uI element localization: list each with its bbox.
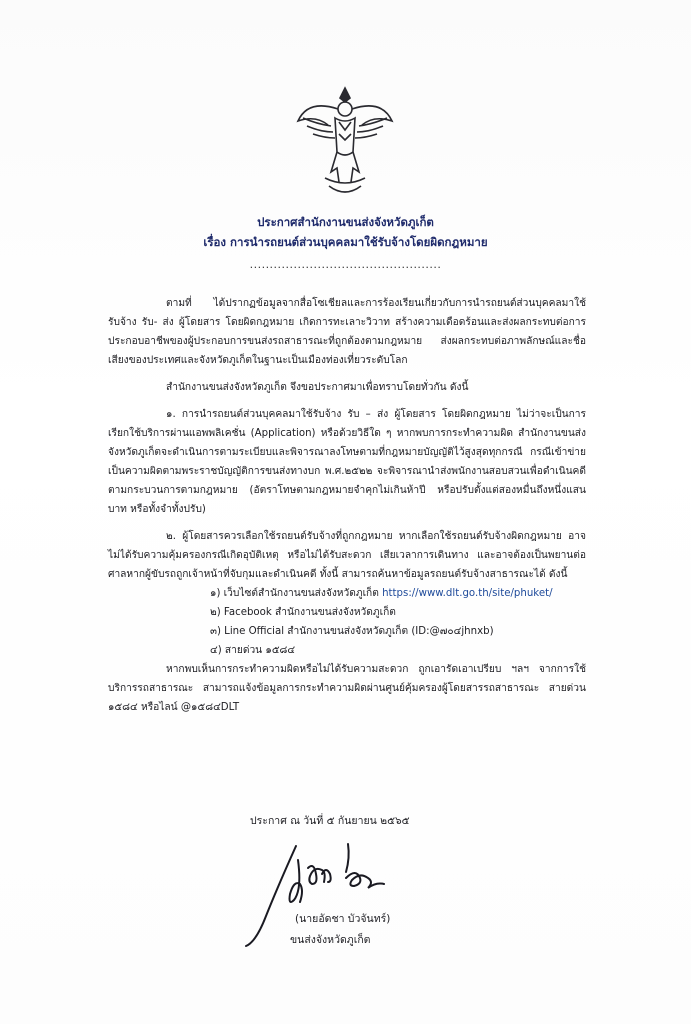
announcement-title: ประกาศสำนักงานขนส่งจังหวัดภูเก็ต [257, 215, 434, 229]
item-2: ๒. ผู้โดยสารควรเลือกใช้รถยนต์รับจ้างที่ถูกกฎหมาย หากเลือกใช้รถยนต์รับจ้างผิดกฎหมาย อาจไม่ได้รับความคุ้มครองกรณีเกิดอุบัติเหตุ หรือไม่ได้รับสะดวก เสียเวลาการเดินทาง และอาจต้องเป็นพยานต่อศาลหากผู้ขับรถถูกเจ้าหน้าที่จับกุมและดำเนินคดี ทั้งนี้ สามารถค้นหาข้อมูลรถยนต์รับจ้างสาธารณะได้ ดังนี้ [108, 531, 586, 580]
website-link[interactable]: https://www.dlt.go.th/site/phuket/ [382, 588, 553, 599]
header [0, 212, 691, 271]
list-item: ๒) Facebook สำนักงานขนส่งจังหวัดภูเก็ต [210, 607, 396, 618]
intro-paragraph: ตามที่ ได้ปรากฏข้อมูลจากสื่อโซเชียลและการร้องเรียนเกี่ยวกับการนำรถยนต์ส่วนบุคคลมาใช้รับจ้าง รับ- ส่ง ผู้โดยสาร โดยผิดกฎหมาย เกิดการทะเลาะวิวาท สร้างความเดือดร้อนและส่งผลกระทบต่อการประกอบอาชีพของผู้ประกอบการขนส่งรถสาธารณะที่ถูกต้องตามกฎหมาย ส่งผลกระทบต่อภาพลักษณ์และชื่อเสียงของประเทศและจังหวัดภูเก็ตในฐานะเป็นเมืองท่องเที่ยวระดับโลก [108, 298, 586, 366]
announce-line: สำนักงานขนส่งจังหวัดภูเก็ต จึงขอประกาศมาเพื่อทราบโดยทั่วกัน ดังนี้ [166, 382, 469, 393]
item-1: ๑. การนำรถยนต์ส่วนบุคคลมาใช้รับจ้าง รับ – ส่ง ผู้โดยสาร โดยผิดกฎหมาย ไม่ว่าจะเป็นการเรียกใช้บริการผ่านแอพพลิเคชั่น (Application) หรือด้วยวิธีใด ๆ หากพบการกระทำความผิด สำนักงานขนส่งจังหวัดภูเก็ตจะดำเนินการตามระเบียบและพิจารณาลงโทษตามที่กฎหมายบัญญัติไว้สูงสุดทุกกรณี กรณีเข้าข่ายเป็นความผิดตามพระราชบัญญัติการขนส่งทางบก พ.ศ.๒๕๒๒ จะพิจารณานำส่งพนักงานสอบสวนเพื่อดำเนินคดี ตามกระบวนการตามกฎหมาย (อัตราโทษตามกฎหมายจำคุกไม่เกินห้าปี หรือปรับตั้งแต่สองหมื่นถึงหนึ่งแสนบาท หรือทั้งจำทั้งปรับ) [108, 409, 586, 515]
separator: ................................................ [249, 258, 442, 271]
list-item: ๔) สายด่วน ๑๕๘๔ [210, 645, 296, 656]
closing-paragraph: หากพบเห็นการกระทำความผิดหรือไม่ได้รับความสะดวก ถูกเอารัดเอาเปรียบ ฯลฯ จากการใช้บริการรถสาธารณะ สามารถแจ้งข้อมูลการกระทำความผิดผ่านศูนย์คุ้มครองผู้โดยสารรถสาธารณะ สายด่วน ๑๕๘๔ หรือไลน์ @๑๕๘๔DLT [108, 664, 586, 713]
list-item: ๓) Line Official สำนักงานขนส่งจังหวัดภูเก็ต (ID:@๗๐๔jhnxb) [210, 626, 494, 637]
garuda-emblem-icon [295, 82, 395, 200]
signer-position: ขนส่งจังหวัดภูเก็ต [290, 934, 371, 946]
contact-list [108, 584, 586, 660]
website-label: ๑) เว็บไซต์สำนักงานขนส่งจังหวัดภูเก็ต [210, 588, 379, 599]
announcement-body [108, 294, 586, 717]
list-item [210, 584, 586, 603]
announcement-subject: เรื่อง การนำรถยนต์ส่วนบุคคลมาใช้รับจ้างโดยผิดกฎหมาย [203, 235, 488, 249]
signer-name: (นายอัดชา บัวจันทร์) [295, 913, 391, 925]
announcement-date: ประกาศ ณ วันที่ ๕ กันยายน ๒๕๖๕ [250, 815, 410, 827]
